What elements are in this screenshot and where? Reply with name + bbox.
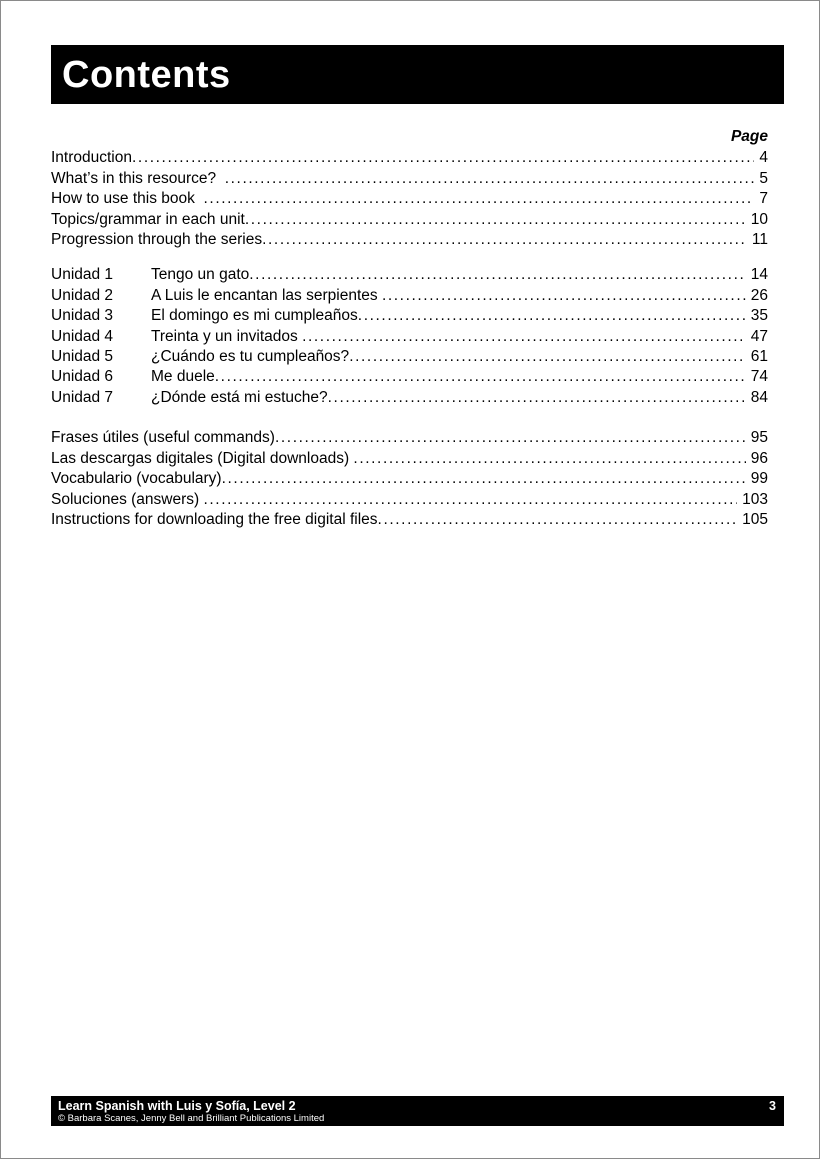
toc-entry [51, 510, 768, 530]
page-title: Contents [62, 53, 231, 96]
toc-page-number: 95 [750, 429, 768, 447]
dot-leader [382, 286, 746, 306]
dot-leader [215, 367, 746, 387]
toc-entry-title: Topics/grammar in each unit [51, 210, 245, 228]
toc-entry [51, 265, 768, 285]
toc-page-number: 14 [750, 266, 768, 284]
toc-entry [51, 306, 768, 326]
toc-entry [51, 428, 768, 448]
unit-label: Unidad 5 [51, 348, 114, 366]
toc-page-number: 105 [742, 510, 768, 528]
toc-page-number: 47 [750, 327, 768, 345]
toc-entry-title: How to use this book [51, 190, 204, 208]
toc-page-number: 84 [750, 388, 768, 406]
toc-page-number: 35 [750, 307, 768, 325]
footer-bar [51, 1096, 784, 1126]
dot-leader [262, 230, 747, 250]
toc-entry-title: Frases útiles (useful commands) [51, 429, 275, 447]
footer-book-title: Learn Spanish with Luis y Sofía, Level 2 [58, 1099, 296, 1113]
dot-leader [222, 469, 746, 489]
page-column-label: Page [730, 128, 768, 145]
toc-page-number: 61 [750, 348, 768, 366]
dot-leader [353, 449, 745, 469]
toc-section-front-matter [51, 148, 768, 250]
unit-label: Unidad 4 [51, 327, 114, 345]
unit-label: Unidad 6 [51, 368, 114, 386]
toc-entry [51, 327, 768, 347]
toc-page-number: 103 [742, 490, 768, 508]
toc-page-number: 11 [751, 231, 768, 249]
toc-entry [51, 469, 768, 489]
dot-leader [302, 327, 746, 347]
toc-entry-title: ¿Dónde está mi estuche? [151, 388, 328, 406]
dot-leader [245, 210, 746, 230]
toc-entry-title: Progression through the series [51, 231, 263, 249]
table-of-contents [51, 127, 784, 530]
dot-leader [132, 148, 754, 168]
toc-entry-title: Soluciones (answers) [51, 490, 204, 508]
toc-entry [51, 490, 768, 510]
dot-leader [358, 306, 746, 326]
toc-page-number: 4 [759, 149, 768, 167]
toc-page-number: 5 [759, 169, 768, 187]
unit-label: Unidad 3 [51, 307, 114, 325]
toc-section-back-matter [51, 428, 768, 530]
dot-leader [225, 169, 755, 189]
dot-leader [249, 265, 745, 285]
dot-leader [275, 428, 746, 448]
toc-page-number: 10 [750, 210, 768, 228]
toc-entry [51, 286, 768, 306]
toc-entry-title: Las descargas digitales (Digital downloads) [51, 449, 354, 467]
toc-entry-title: El domingo es mi cumpleaños [151, 307, 358, 325]
toc-page-number: 96 [750, 449, 768, 467]
footer-copyright: © Barbara Scanes, Jenny Bell and Brilliant Publications Limited [58, 1113, 325, 1124]
toc-entry-title: Tengo un gato [151, 266, 250, 284]
dot-leader [378, 510, 738, 530]
toc-entry-title: What’s in this resource? [51, 169, 225, 187]
toc-entry [51, 210, 768, 230]
toc-entry-title: A Luis le encantan las serpientes [151, 286, 382, 304]
toc-page-number: 26 [750, 286, 768, 304]
toc-entry [51, 230, 768, 250]
unit-label: Unidad 2 [51, 286, 114, 304]
toc-page-number: 99 [750, 470, 768, 488]
dot-leader [349, 347, 746, 367]
toc-entry-title: Instructions for downloading the free digital files [51, 510, 378, 528]
contents-header-bar [51, 45, 784, 104]
toc-page-number: 7 [759, 190, 768, 208]
toc-entry [51, 347, 768, 367]
toc-entry [51, 189, 768, 209]
toc-entry [51, 148, 768, 168]
toc-page-number: 74 [750, 368, 768, 386]
unit-label: Unidad 1 [51, 266, 114, 284]
toc-entry [51, 388, 768, 408]
toc-entry-title: ¿Cuándo es tu cumpleaños? [151, 348, 350, 366]
toc-section-units [51, 265, 768, 408]
footer-text-block [58, 1099, 324, 1126]
dot-leader [203, 490, 737, 510]
toc-entry-title: Introduction [51, 149, 132, 167]
unit-label: Unidad 7 [51, 388, 114, 406]
toc-entry [51, 367, 768, 387]
toc-entry [51, 449, 768, 469]
footer-page-number: 3 [769, 1099, 776, 1113]
dot-leader [328, 388, 746, 408]
toc-entry [51, 169, 768, 189]
toc-entry-title: Me duele [151, 368, 215, 386]
dot-leader [204, 189, 755, 209]
toc-entry-title: Vocabulario (vocabulary) [51, 470, 222, 488]
toc-entry-title: Treinta y un invitados [151, 327, 303, 345]
